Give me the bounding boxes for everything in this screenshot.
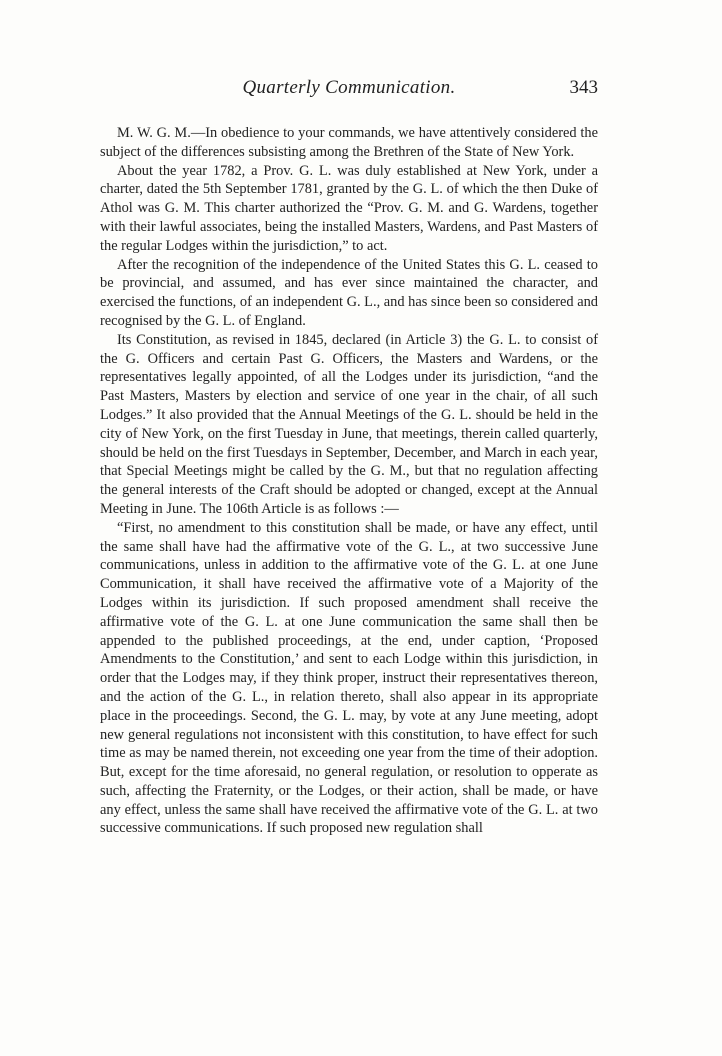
page-number: 343	[569, 77, 598, 98]
running-title: Quarterly Communication.	[242, 77, 456, 98]
paragraph: After the recognition of the independence of the United States this G. L. ceased to be provincial, and assumed, and has ever since maintained the character, and exercised the functions, of an independent G. L., and has since been so considered and recognised by the G. L. of England.	[100, 256, 598, 329]
page-header	[100, 77, 598, 103]
paragraph: About the year 1782, a Prov. G. L. was duly established at New York, under a charter, dated the 5th September 1781, granted by the G. L. of which the then Duke of Athol was G. M. This charter authorized the “Prov. G. M. and G. Wardens, together with their lawful associates, being the installed Masters, Wardens, and Past Masters of the regular Lodges within the jurisdiction,” to act.	[100, 162, 598, 254]
paragraph: “First, no amendment to this constitution shall be made, or have any effect, until the same shall have had the affirmative vote of the G. L., at two successive June communications, unless in addition to the affirmative vote of the G. L. at one June Communication, it shall have received the affirmative vote of a Majority of the Lodges within its jurisdiction. If such proposed amendment shall receive the affirmative vote of the G. L. at one June communication the same shall then be appended to the published proceedings, at the end, under caption, ‘Proposed Amendments to the Constitution,’ and sent to each Lodge within this jurisdiction, in order that the Lodges may, if they think proper, instruct their representatives thereon, and the action of the G. L., in relation thereto, shall also appear in its appropriate place in the proceedings. Second, the G. L. may, by vote at any June meeting, adopt new general regulations not inconsistent with this constitution, to have effect for such time as may be named therein, not exceeding one year from the time of their adoption. But, except for the time aforesaid, no general regulation, or resolution to opperate as such, affecting the Fraternity, or the Lodges, or their action, shall be made, or have any effect, unless the same shall have received the affirmative vote of the G. L. at two successive communications. If such proposed new regulation shall	[100, 519, 598, 837]
paragraph: M. W. G. M.—In obedience to your commands, we have attentively considered the subject of the differences subsisting among the Brethren of the State of New York.	[100, 125, 598, 160]
body-text	[100, 124, 598, 838]
paragraph: Its Constitution, as revised in 1845, declared (in Article 3) the G. L. to consist of the G. Officers and certain Past G. Officers, the Masters and Wardens, or the representatives legally appointed, of all the Lodges under its jurisdiction, “and the Past Masters, Masters by election and service of one year in the chair, of all such Lodges.” It also provided that the Annual Meetings of the G. L. should be held in the city of New York, on the first Tuesday in June, that meetings, therein called quarterly, should be held on the first Tuesdays in September, December, and March in each year, that Special Meetings might be called by the G. M., but that no regulation affecting the general interests of the Craft should be adopted or changed, except at the Annual Meeting in June. The 106th Article is as follows :—	[100, 331, 598, 517]
